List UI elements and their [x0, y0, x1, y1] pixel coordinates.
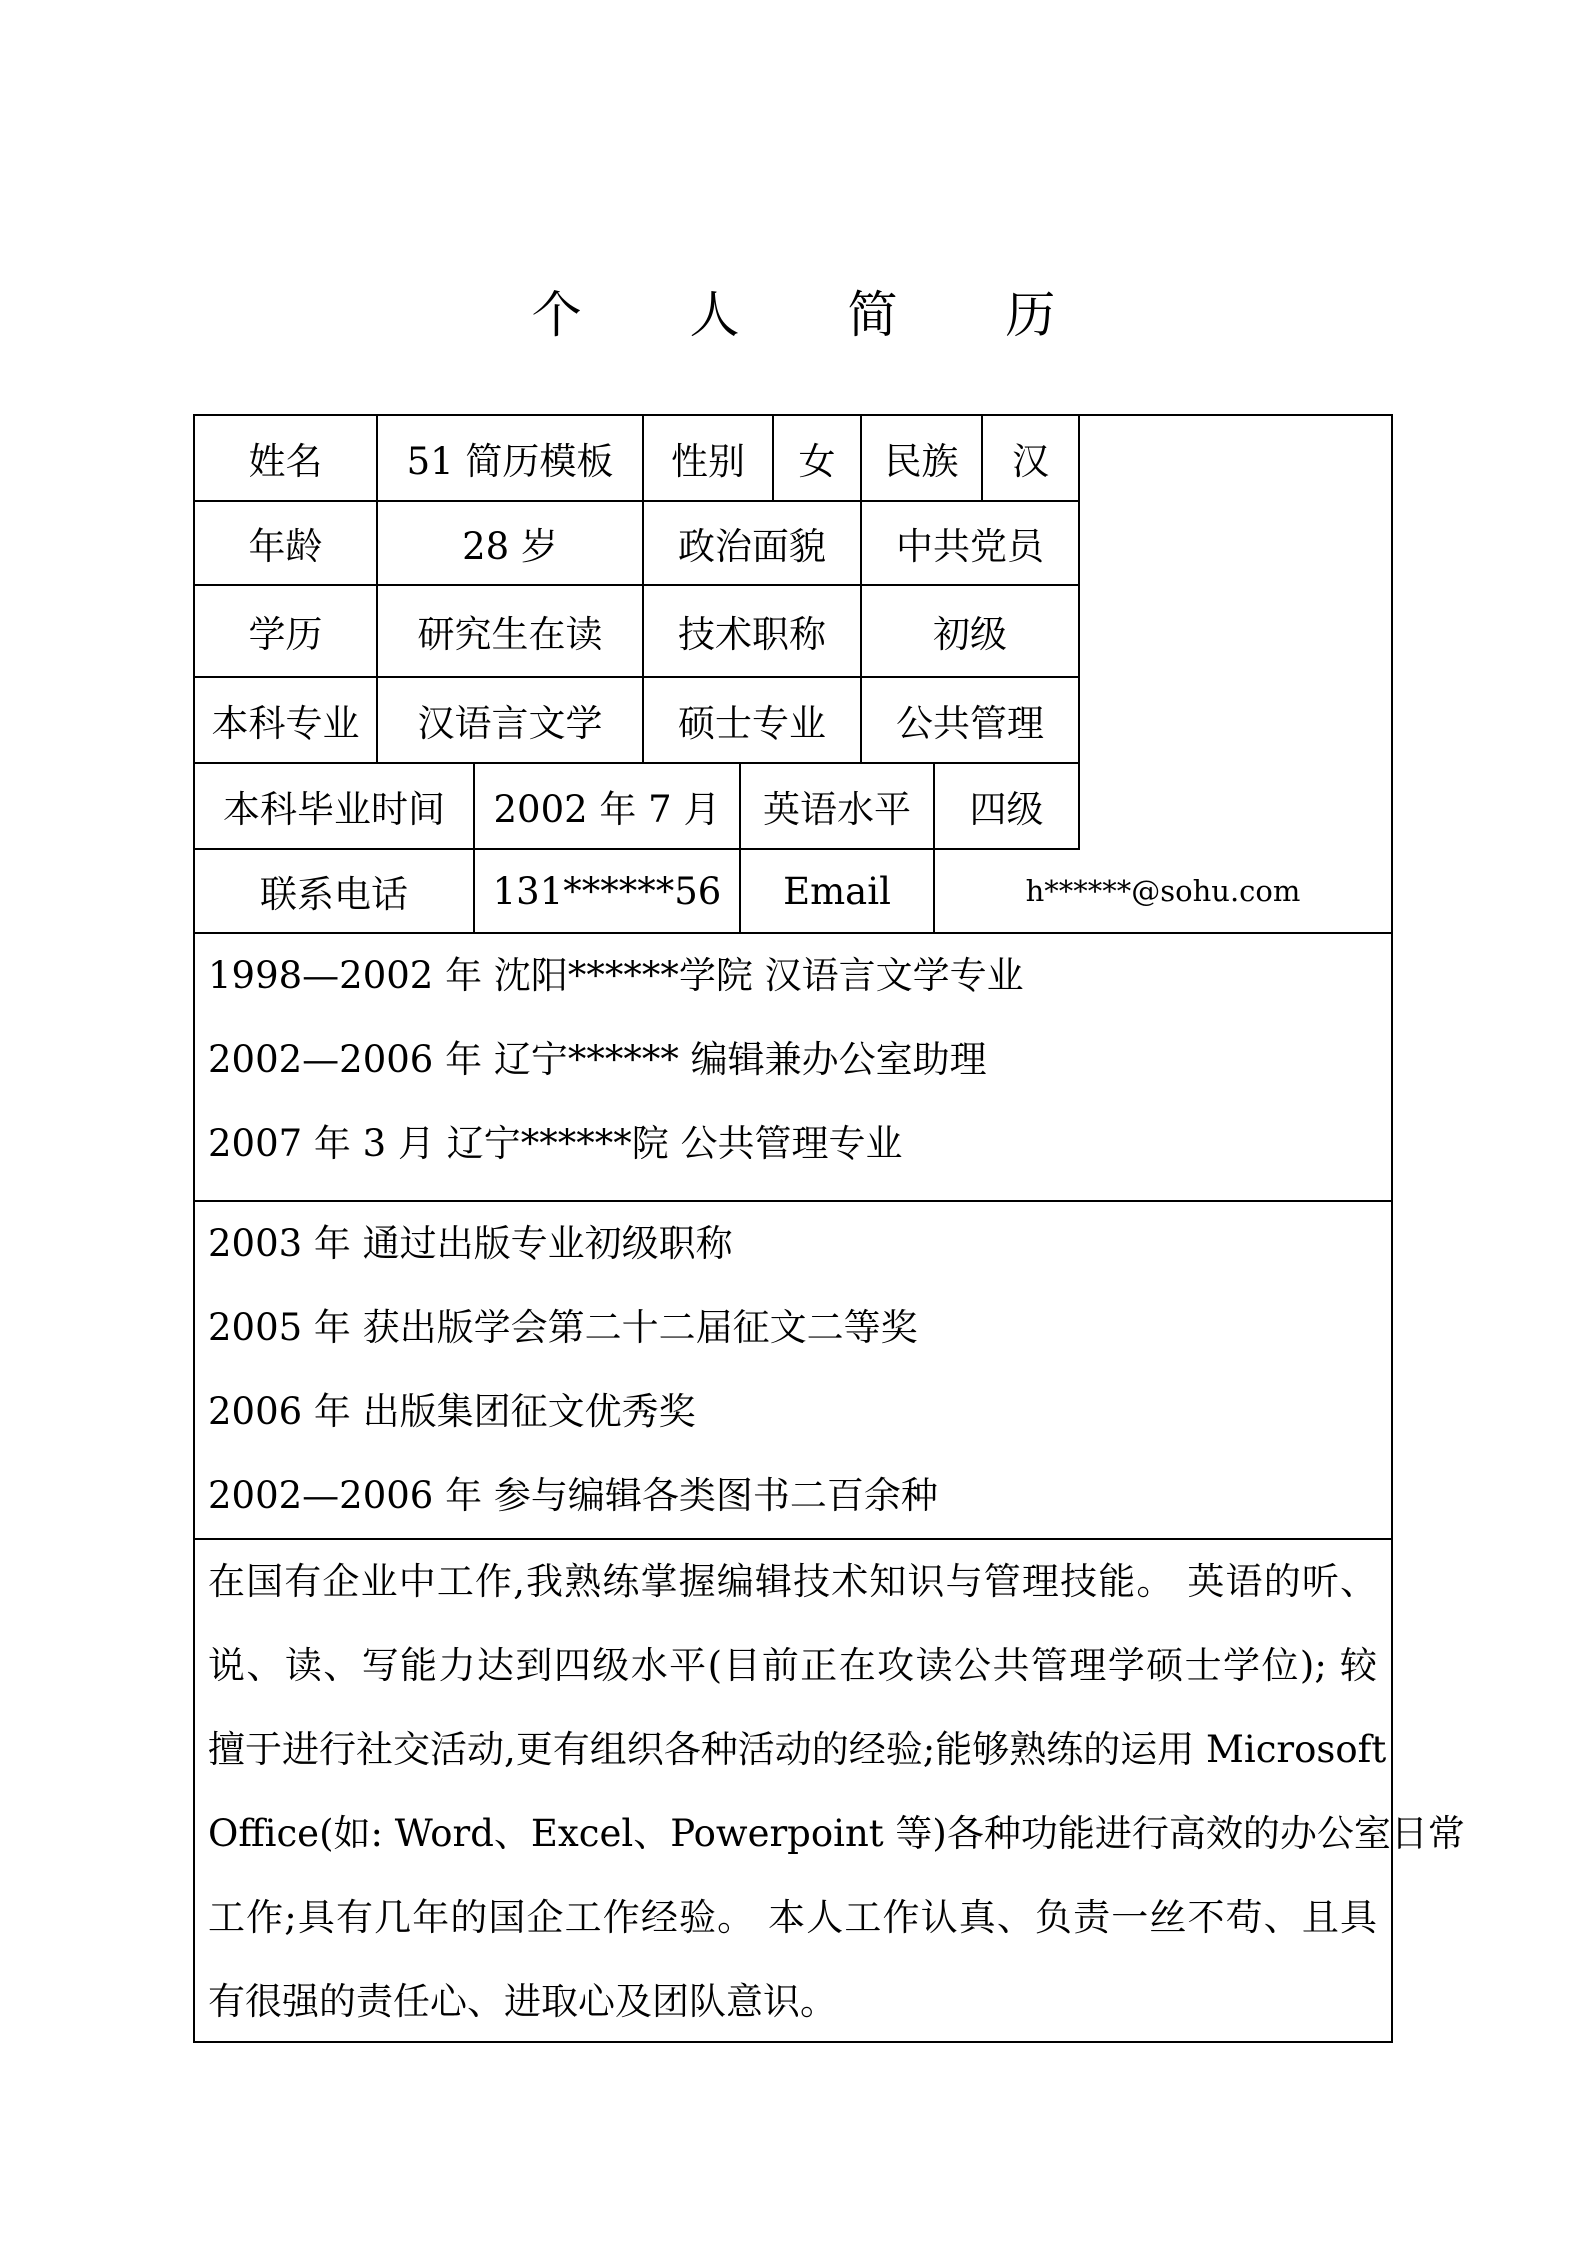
- age-label: 年龄: [195, 502, 378, 586]
- age-value: 28 岁: [378, 502, 644, 586]
- achievement-line: 2005 年 获出版学会第二十二届征文二等奖: [208, 1306, 918, 1349]
- email-label: Email: [741, 850, 935, 934]
- education-value: 研究生在读: [378, 586, 644, 678]
- self-evaluation-line: 说、读、写能力达到四级水平(目前正在攻读公共管理学硕士学位); 较: [208, 1644, 1377, 1687]
- history-line: 2007 年 3 月 辽宁******院 公共管理专业: [208, 1122, 903, 1165]
- achievement-line: 2002—2006 年 参与编辑各类图书二百余种: [208, 1474, 938, 1517]
- self-evaluation: [195, 1540, 1465, 2041]
- education-work-history: [195, 934, 1391, 1202]
- technical-title-value: 初级: [862, 586, 1080, 678]
- phone-value: 131******56: [475, 850, 741, 934]
- english-level-label: 英语水平: [741, 764, 935, 850]
- self-evaluation-line: 在国有企业中工作,我熟练掌握编辑技术知识与管理技能。 英语的听、: [208, 1560, 1377, 1603]
- page-title: 个 人 简 历: [531, 286, 1102, 344]
- name-label: 姓名: [195, 416, 378, 502]
- achievement-line: 2003 年 通过出版专业初级职称: [208, 1222, 733, 1265]
- self-evaluation-line: 擅于进行社交活动,更有组织各种活动的经验;能够熟练的运用 Microsoft: [208, 1728, 1387, 1771]
- politics-value: 中共党员: [862, 502, 1080, 586]
- master-major-label: 硕士专业: [644, 678, 862, 764]
- achievements: [195, 1202, 1391, 1540]
- education-label: 学历: [195, 586, 378, 678]
- master-major-value: 公共管理: [862, 678, 1080, 764]
- email-value: h******@sohu.com: [935, 850, 1391, 934]
- english-level-value: 四级: [935, 764, 1080, 850]
- technical-title-label: 技术职称: [644, 586, 862, 678]
- history-line: 2002—2006 年 辽宁****** 编辑兼办公室助理: [208, 1038, 987, 1081]
- self-evaluation-line: Office(如: Word、Excel、Powerpoint 等)各种功能进行高效的办公室日常: [208, 1812, 1465, 1855]
- ethnicity-value: 汉: [983, 416, 1080, 502]
- undergrad-major-value: 汉语言文学: [378, 678, 644, 764]
- history-line: 1998—2002 年 沈阳******学院 汉语言文学专业: [208, 954, 1024, 997]
- grad-time-label: 本科毕业时间: [195, 764, 475, 850]
- achievement-line: 2006 年 出版集团征文优秀奖: [208, 1390, 696, 1433]
- resume-table: [193, 414, 1465, 2043]
- phone-label: 联系电话: [195, 850, 475, 934]
- undergrad-major-label: 本科专业: [195, 678, 378, 764]
- gender-value: 女: [774, 416, 862, 502]
- politics-label: 政治面貌: [644, 502, 862, 586]
- gender-label: 性别: [644, 416, 774, 502]
- ethnicity-label: 民族: [862, 416, 983, 502]
- name-value: 51 简历模板: [378, 416, 644, 502]
- grad-time-value: 2002 年 7 月: [475, 764, 741, 850]
- self-evaluation-line: 工作;具有几年的国企工作经验。 本人工作认真、负责一丝不苟、且具: [208, 1896, 1377, 1939]
- self-evaluation-line: 有很强的责任心、进取心及团队意识。: [208, 1980, 837, 2023]
